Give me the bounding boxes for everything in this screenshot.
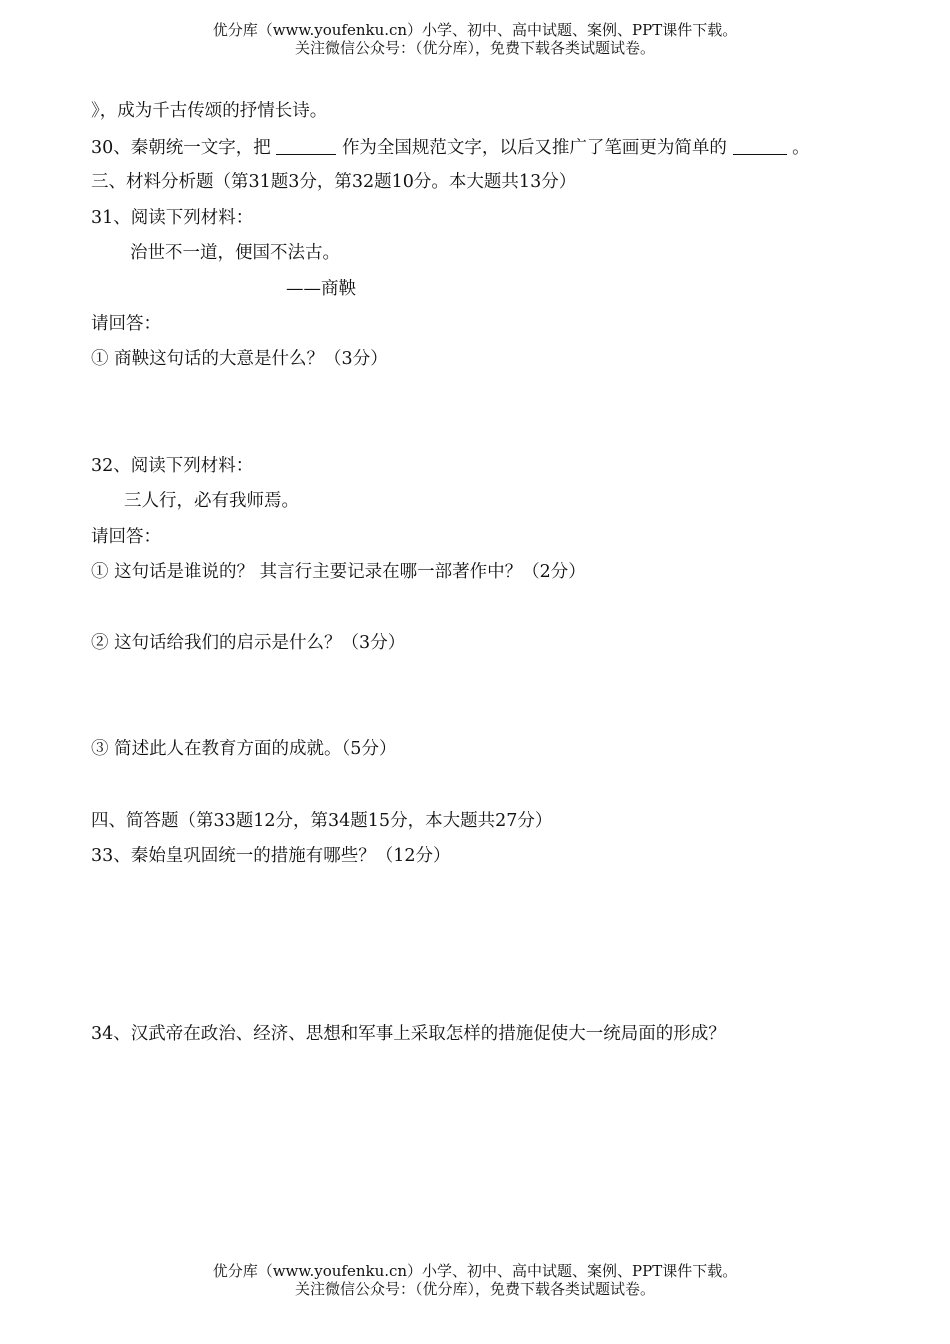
q32-subquestion-3: ③ 简述此人在教育方面的成就。（5分）: [91, 739, 397, 759]
q31-title: 31、阅读下列材料：: [91, 208, 254, 228]
q31-subquestion-1: ① 商鞅这句话的大意是什么？（3分）: [91, 349, 388, 369]
header-line-1: 优分库（www.youfenku.cn）小学、初中、高中试题、案例、PPT课件下载。: [212, 21, 738, 39]
q30-text-a: 30、秦朝统一文字，把: [91, 138, 271, 158]
q29-tail-text: 》，成为千古传颂的抒情长诗。: [91, 101, 328, 121]
q30-line: [91, 136, 810, 159]
footer-line-1: 优分库（www.youfenku.cn）小学、初中、高中试题、案例、PPT课件下载。: [212, 1262, 738, 1280]
q32-subquestion-1: ① 这句话是谁说的？ 其言行主要记录在哪一部著作中？（2分）: [91, 562, 586, 582]
q32-quote: 三人行，必有我师焉。: [124, 491, 299, 511]
q34: 34、汉武帝在政治、经济、思想和军事上采取怎样的措施促使大一统局面的形成？: [91, 1024, 726, 1044]
q30-text-c: 。: [792, 138, 810, 158]
q31-quote: 治世不一道，便国不法古。: [130, 243, 340, 263]
q32-prompt: 请回答：: [91, 527, 161, 547]
q30-blank-2: [733, 136, 787, 155]
q32-title: 32、阅读下列材料：: [91, 456, 254, 476]
footer-line-2: 关注微信公众号：（优分库），免费下载各类试题试卷。: [294, 1280, 655, 1298]
q31-prompt: 请回答：: [91, 314, 161, 334]
q30-blank-1: [276, 136, 336, 155]
section-3-title: 三、材料分析题（第31题3分，第32题10分。本大题共13分）: [91, 172, 577, 192]
q32-subquestion-2: ② 这句话给我们的启示是什么？（3分）: [91, 633, 406, 653]
q33: 33、秦始皇巩固统一的措施有哪些？（12分）: [91, 846, 451, 866]
q31-attribution: ——商鞅: [286, 279, 356, 299]
q30-text-b: 作为全国规范文字，以后又推广了笔画更为简单的: [341, 138, 727, 158]
section-4-title: 四、简答题（第33题12分，第34题15分，本大题共27分）: [91, 811, 553, 831]
header-line-2: 关注微信公众号：（优分库），免费下载各类试题试卷。: [294, 39, 655, 57]
